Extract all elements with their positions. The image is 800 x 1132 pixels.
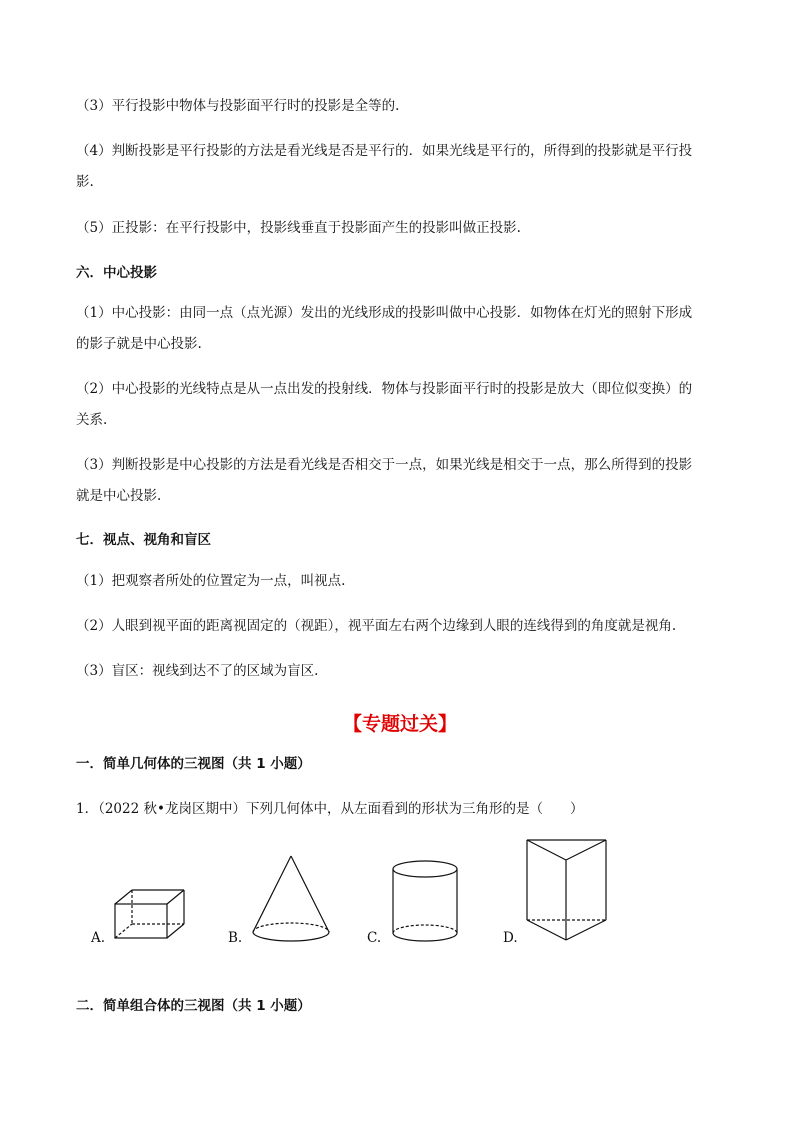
parallel-projection-item-4: （4）判断投影是平行投影的方法是看光线是否是平行的．如果光线是平行的，所得到的投影就是平行投 <box>76 143 693 159</box>
heading-central-projection: 六．中心投影 <box>76 265 157 281</box>
choice-a-label[interactable]: A. <box>91 930 106 946</box>
parallel-projection-item-3: （3）平行投影中物体与投影面平行时的投影是全等的. <box>76 98 400 114</box>
special-topic-title: 【专题过关】 <box>342 713 457 735</box>
heading-viewpoint: 七．视点、视角和盲区 <box>76 532 211 548</box>
viewpoint-item-1: （1）把观察者所处的位置定为一点，叫视点. <box>76 573 346 589</box>
cone-figure <box>245 852 337 946</box>
parallel-projection-item-4-cont: 影. <box>76 174 94 190</box>
central-projection-item-3-cont: 就是中心投影. <box>76 488 162 504</box>
parallel-projection-item-5: （5）正投影：在平行投影中，投影线垂直于投影面产生的投影叫做正投影. <box>76 220 521 236</box>
viewpoint-item-3: （3）盲区：视线到达不了的区域为盲区. <box>76 663 319 679</box>
choice-d-label[interactable]: D. <box>503 930 518 946</box>
triangular-prism-figure <box>522 836 612 946</box>
central-projection-item-2-cont: 关系. <box>76 412 108 428</box>
central-projection-item-2: （2）中心投影的光线特点是从一点出发的投射线．物体与投影面平行时的投影是放大（即位似变换）的 <box>76 381 693 397</box>
cylinder-figure <box>385 855 465 947</box>
cuboid-figure <box>110 888 190 944</box>
question-1: 1．（2022 秋•龙岗区期中）下列几何体中，从左面看到的形状为三角形的是（ ） <box>76 801 584 817</box>
central-projection-item-1: （1）中心投影：由同一点（点光源）发出的光线形成的投影叫做中心投影．如物体在灯光的照射下形成 <box>76 305 693 321</box>
central-projection-item-1-cont: 的影子就是中心投影. <box>76 336 202 352</box>
choice-b-label[interactable]: B. <box>228 930 243 946</box>
central-projection-item-3: （3）判断投影是中心投影的方法是看光线是否相交于一点，如果光线是相交于一点，那么所得到的投影 <box>76 457 693 473</box>
section-heading-2: 二．简单组合体的三视图（共 1 小题） <box>76 998 311 1014</box>
section-heading-1: 一．简单几何体的三视图（共 1 小题） <box>76 756 311 772</box>
viewpoint-item-2: （2）人眼到视平面的距离视固定的（视距），视平面左右两个边缘到人眼的连线得到的角度就是视角. <box>76 618 677 634</box>
choice-c-label[interactable]: C. <box>367 930 382 946</box>
